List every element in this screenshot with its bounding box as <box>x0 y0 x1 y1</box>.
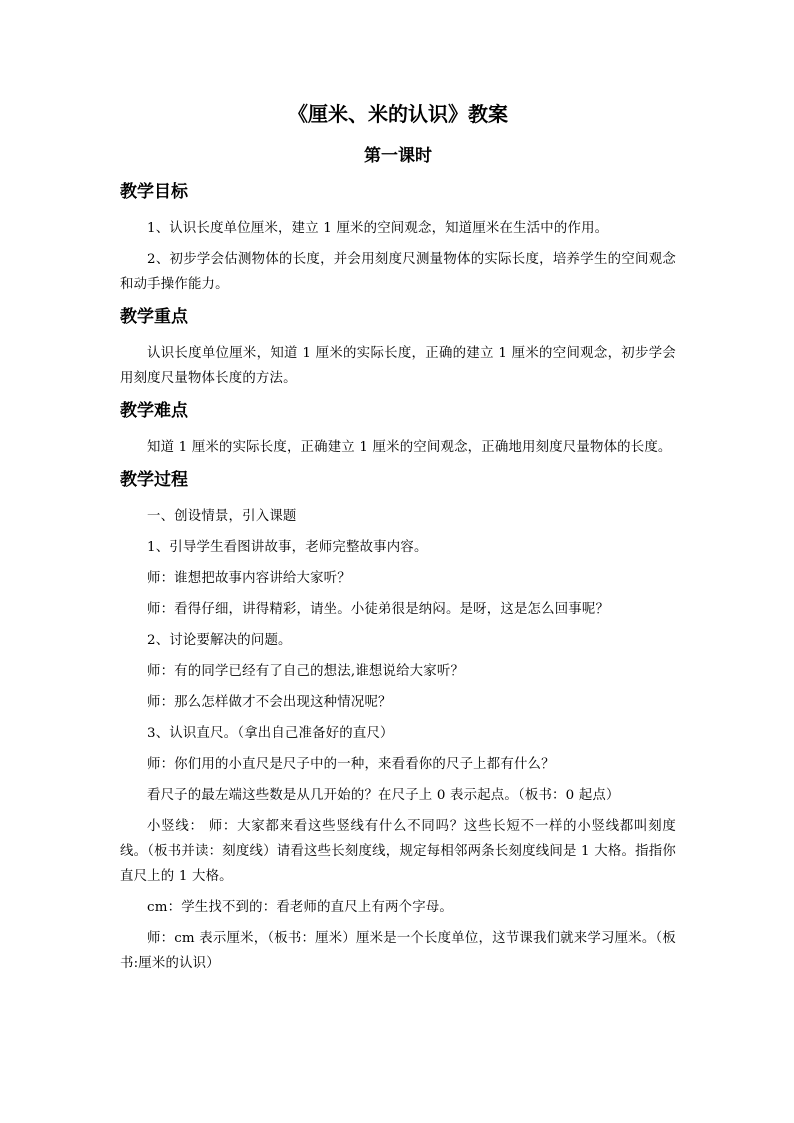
section-heading: 教学难点 <box>120 401 188 421</box>
document-subtitle: 第一课时 <box>364 146 432 166</box>
section-objectives <box>120 172 676 297</box>
paragraph: cm：学生找不到的：看老师的直尺上有两个字母。 <box>147 900 453 915</box>
paragraph: 师：有的同学已经有了自己的想法,谁想说给大家听？ <box>147 664 465 679</box>
section-heading: 教学过程 <box>120 470 188 490</box>
section-process <box>120 460 676 976</box>
paragraph: 小竖线： 师：大家都来看这些竖线有什么不同吗？这些长短不一样的小竖线都叫刻度线。（板书并读：刻度线）请看这些长刻度线，规定每相邻两条长刻度线间是 1 大格。指指你直尺上的 1 大格。 <box>120 819 676 884</box>
paragraph: 一、创设情景，引入课题 <box>147 509 297 524</box>
section-heading: 教学目标 <box>120 182 188 202</box>
document-page <box>120 100 676 976</box>
paragraph: 3、认识直尺。（拿出自己准备好的直尺） <box>147 726 394 741</box>
paragraph: 1、引导学生看图讲故事，老师完整故事内容。 <box>147 540 428 555</box>
paragraph: 师：你们用的小直尺是尺子中的一种，来看看你的尺子上都有什么？ <box>147 757 555 772</box>
paragraph: 师：谁想把故事内容讲给大家听？ <box>147 571 351 586</box>
paragraph: 2、讨论要解决的问题。 <box>147 633 292 648</box>
paragraph: 认识长度单位厘米，知道 1 厘米的实际长度，正确的建立 1 厘米的空间观念，初步学会用刻度尺量物体长度的方法。 <box>120 346 676 386</box>
paragraph: 师：看得仔细，讲得精彩，请坐。小徒弟很是纳闷。是呀，这是怎么回事呢？ <box>147 602 610 617</box>
section-difficulties <box>120 391 676 460</box>
paragraph: 知道 1 厘米的实际长度，正确建立 1 厘米的空间观念，正确地用刻度尺量物体的长度。 <box>147 440 672 455</box>
paragraph: 1、认识长度单位厘米，建立 1 厘米的空间观念，知道厘米在生活中的作用。 <box>147 221 609 236</box>
paragraph: 师：cm 表示厘米，（板书：厘米）厘米是一个长度单位，这节课我们就来学习厘米。（板书:厘米的认识） <box>120 931 676 971</box>
paragraph: 看尺子的最左端这些数是从几开始的？在尺子上 0 表示起点。（板书：0 起点） <box>147 788 620 803</box>
section-heading: 教学重点 <box>120 307 188 327</box>
paragraph: 师：那么怎样做才不会出现这种情况呢？ <box>147 695 392 710</box>
document-title: 《厘米、米的认识》教案 <box>288 102 508 126</box>
section-key-points <box>120 297 676 391</box>
paragraph: 2、初步学会估测物体的长度，并会用刻度尺测量物体的实际长度，培养学生的空间观念和动手操作能力。 <box>120 252 676 292</box>
